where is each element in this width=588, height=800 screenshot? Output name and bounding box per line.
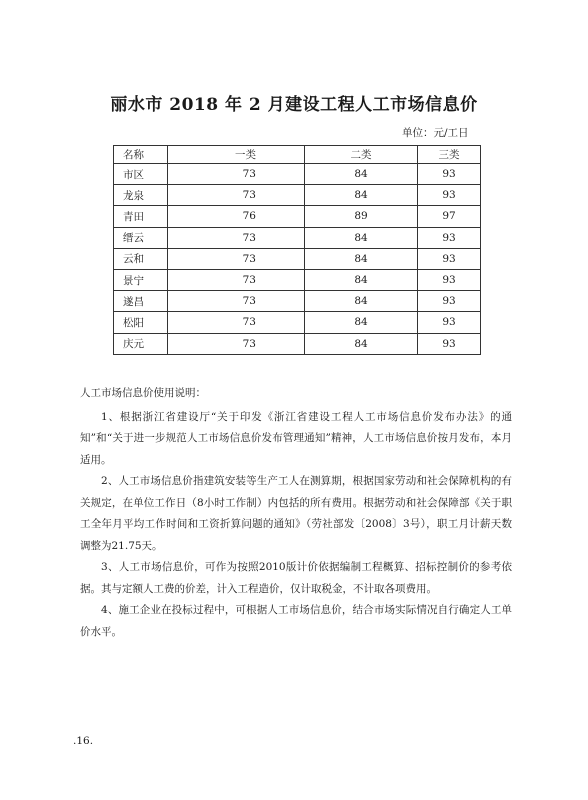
price-cell: 73 bbox=[168, 291, 305, 312]
unit-label: 单位：元/工日 bbox=[402, 127, 469, 139]
table-row bbox=[114, 164, 481, 185]
region-name-cell: 缙云 bbox=[114, 227, 168, 248]
notes-heading: 人工市场信息价使用说明： bbox=[80, 387, 206, 399]
table-header-row bbox=[114, 146, 481, 164]
price-cell: 73 bbox=[168, 312, 305, 333]
price-cell: 89 bbox=[305, 206, 418, 227]
region-name-cell: 龙泉 bbox=[114, 185, 168, 206]
table-header-cell: 三类 bbox=[418, 146, 481, 164]
region-name-cell: 青田 bbox=[114, 206, 168, 227]
price-cell: 97 bbox=[418, 206, 481, 227]
region-name-cell: 市区 bbox=[114, 164, 168, 185]
price-cell: 93 bbox=[418, 291, 481, 312]
table-row bbox=[114, 291, 481, 312]
price-cell: 84 bbox=[305, 227, 418, 248]
table-header-cell: 名称 bbox=[114, 146, 168, 164]
note-paragraph-2: 2、人工市场信息价指建筑安装等生产工人在测算期，根据国家劳动和社会保障机构的有关规定，在单位工作日（8小时工作制）内包括的所有费用。根据劳动和社会保障部《关于职工全年月平均工作时间和工资折算问题的通知》（劳社部发〔2008〕3号），职工月计薪天数调整为21.75天。 bbox=[80, 475, 512, 552]
table-row bbox=[114, 269, 481, 290]
price-cell: 84 bbox=[305, 333, 418, 354]
price-cell: 73 bbox=[168, 248, 305, 269]
price-cell: 93 bbox=[418, 333, 481, 354]
price-cell: 84 bbox=[305, 164, 418, 185]
price-cell: 84 bbox=[305, 185, 418, 206]
region-name-cell: 云和 bbox=[114, 248, 168, 269]
document-title: 丽水市 2018 年 2 月建设工程人工市场信息价 bbox=[110, 95, 478, 115]
table-row bbox=[114, 185, 481, 206]
table-row bbox=[114, 227, 481, 248]
table-header-cell: 一类 bbox=[168, 146, 305, 164]
price-cell: 84 bbox=[305, 248, 418, 269]
price-cell: 73 bbox=[168, 185, 305, 206]
price-cell: 84 bbox=[305, 312, 418, 333]
price-cell: 93 bbox=[418, 248, 481, 269]
price-cell: 93 bbox=[418, 312, 481, 333]
region-name-cell: 遂昌 bbox=[114, 291, 168, 312]
price-cell: 93 bbox=[418, 185, 481, 206]
price-cell: 93 bbox=[418, 269, 481, 290]
price-cell: 93 bbox=[418, 164, 481, 185]
region-name-cell: 景宁 bbox=[114, 269, 168, 290]
price-table bbox=[113, 145, 481, 355]
note-paragraph-4: 4、施工企业在投标过程中，可根据人工市场信息价，结合市场实际情况自行确定人工单价水平。 bbox=[80, 604, 512, 638]
price-cell: 93 bbox=[418, 227, 481, 248]
notes-section bbox=[80, 383, 512, 643]
table-row bbox=[114, 312, 481, 333]
price-cell: 73 bbox=[168, 333, 305, 354]
region-name-cell: 松阳 bbox=[114, 312, 168, 333]
region-name-cell: 庆元 bbox=[114, 333, 168, 354]
price-cell: 76 bbox=[168, 206, 305, 227]
table-row bbox=[114, 333, 481, 354]
note-paragraph-3: 3、人工市场信息价，可作为按照2010版计价依据编制工程概算、招标控制价的参考依据。其与定额人工费的价差，计入工程造价，仅计取税金，不计取各项费用。 bbox=[80, 561, 512, 595]
price-cell: 84 bbox=[305, 269, 418, 290]
page-number: .16. bbox=[73, 735, 94, 747]
price-cell: 73 bbox=[168, 164, 305, 185]
note-paragraph-1: 1、根据浙江省建设厅“关于印发《浙江省建设工程人工市场信息价发布办法》的通知”和“关于进一步规范人工市场信息价发布管理通知”精神，人工市场信息价按月发布，本月适用。 bbox=[80, 410, 512, 466]
table-row bbox=[114, 206, 481, 227]
table-row bbox=[114, 248, 481, 269]
price-cell: 73 bbox=[168, 269, 305, 290]
table-header-cell: 二类 bbox=[305, 146, 418, 164]
price-cell: 84 bbox=[305, 291, 418, 312]
price-cell: 73 bbox=[168, 227, 305, 248]
